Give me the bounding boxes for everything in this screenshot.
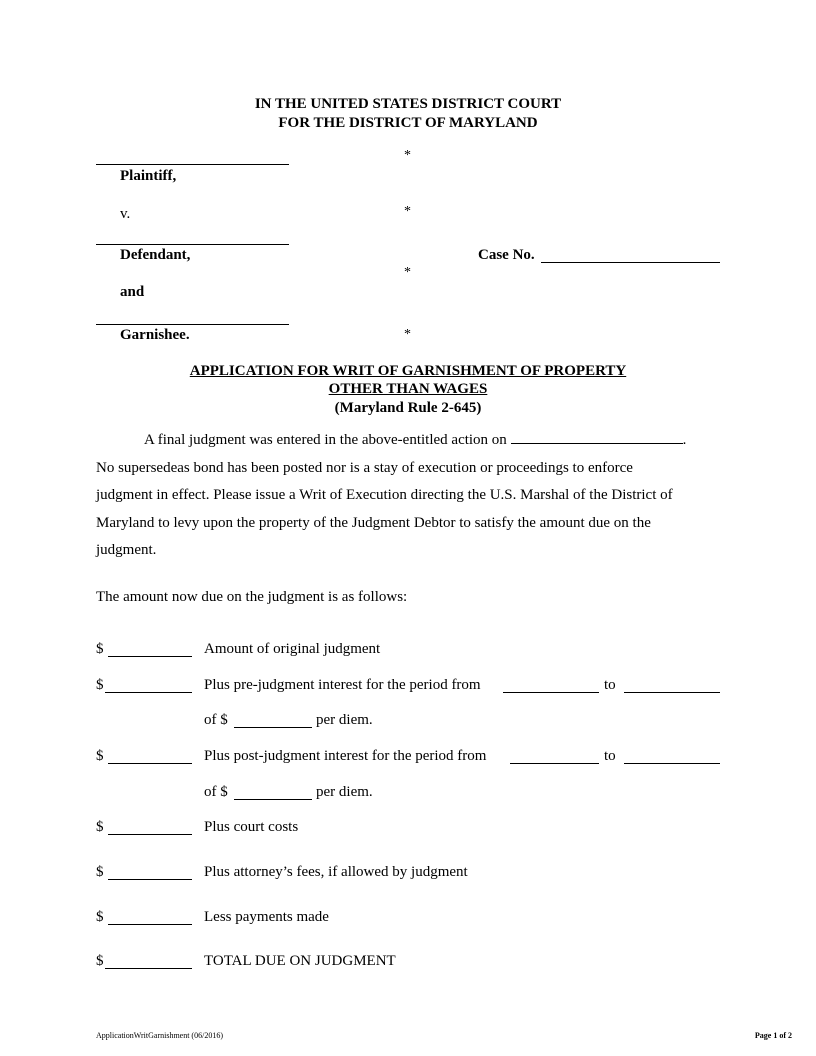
post-judgment-from-date-field[interactable]	[510, 749, 599, 764]
post-judgment-per-diem-field[interactable]	[234, 785, 312, 800]
pre-judgment-interest-label: Plus pre-judgment interest for the period from	[204, 677, 481, 693]
document-title-line1: APPLICATION FOR WRIT OF GARNISHMENT OF PROPERTY	[189, 363, 627, 379]
dollar-sign: $	[96, 819, 104, 835]
post-judgment-interest-label: Plus post-judgment interest for the period from	[204, 748, 487, 764]
total-due-label: TOTAL DUE ON JUDGMENT	[204, 953, 396, 969]
document-title-rule: (Maryland Rule 2-645)	[334, 400, 482, 416]
case-no-label: Case No.	[478, 247, 535, 263]
attorney-fees-amount-field[interactable]	[108, 865, 192, 880]
dollar-sign: $	[96, 748, 104, 764]
footer-form-id: ApplicationWritGarnishment (06/2016)	[96, 1031, 223, 1040]
document-title-line2: OTHER THAN WAGES	[328, 381, 488, 397]
post-judgment-interest-amount-field[interactable]	[108, 749, 192, 764]
and-label: and	[120, 284, 145, 300]
per-diem-label: per diem.	[316, 712, 373, 728]
pre-judgment-to-date-field[interactable]	[624, 678, 720, 693]
to-label: to	[604, 677, 616, 693]
defendant-label: Defendant,	[120, 247, 191, 263]
footer-page-number: Page 1 of 2	[754, 1031, 792, 1040]
of-label: of $	[204, 712, 228, 728]
garnishee-label: Garnishee.	[120, 327, 190, 343]
body-paragraph	[96, 427, 726, 565]
body-line-1-period: .	[682, 432, 687, 448]
to-label: to	[604, 748, 616, 764]
court-costs-label: Plus court costs	[204, 819, 299, 835]
original-judgment-label: Amount of original judgment	[204, 641, 381, 657]
versus-label: v.	[120, 206, 131, 222]
pre-judgment-from-date-field[interactable]	[503, 678, 599, 693]
case-no-field[interactable]	[541, 262, 720, 263]
total-due-amount-field[interactable]	[105, 954, 192, 969]
pre-judgment-interest-amount-field[interactable]	[105, 678, 192, 693]
original-judgment-amount-field[interactable]	[108, 642, 192, 657]
body-line-1: A final judgment was entered in the above-entitled action on	[144, 432, 507, 448]
court-costs-amount-field[interactable]	[108, 820, 192, 835]
body-line-2: No supersedeas bond has been posted nor is a stay of execution or proceedings to enforce	[96, 459, 633, 476]
body-line-5: judgment.	[96, 542, 157, 558]
defendant-signature-line[interactable]	[96, 244, 289, 245]
caption-star-3: *	[404, 265, 411, 280]
payments-amount-field[interactable]	[108, 910, 192, 925]
caption-star-2: *	[404, 204, 411, 219]
body-line-3: judgment in effect. Please issue a Writ of Execution directing the U.S. Marshal of the District of	[96, 487, 673, 503]
post-judgment-to-date-field[interactable]	[624, 749, 720, 764]
dollar-sign: $	[96, 677, 104, 693]
garnishee-signature-line[interactable]	[96, 324, 289, 325]
dollar-sign: $	[96, 953, 104, 969]
of-label: of $	[204, 784, 228, 800]
court-name-line1: IN THE UNITED STATES DISTRICT COURT	[254, 96, 562, 112]
caption-star-4: *	[404, 327, 411, 342]
dollar-sign: $	[96, 864, 104, 880]
caption-star-1: *	[404, 148, 411, 163]
pre-judgment-per-diem-field[interactable]	[234, 713, 312, 728]
plaintiff-signature-line[interactable]	[96, 164, 289, 165]
amount-intro: The amount now due on the judgment is as follows:	[96, 589, 408, 605]
court-name-line2: FOR THE DISTRICT OF MARYLAND	[278, 115, 538, 131]
dollar-sign: $	[96, 909, 104, 925]
plaintiff-label: Plaintiff,	[120, 168, 177, 184]
dollar-sign: $	[96, 641, 104, 657]
attorney-fees-label: Plus attorney’s fees, if allowed by judgment	[204, 864, 468, 880]
per-diem-label: per diem.	[316, 784, 373, 800]
judgment-date-field[interactable]	[511, 429, 683, 444]
body-line-4: Maryland to levy upon the property of the Judgment Debtor to satisfy the amount due on the	[96, 514, 651, 531]
payments-label: Less payments made	[204, 909, 329, 925]
